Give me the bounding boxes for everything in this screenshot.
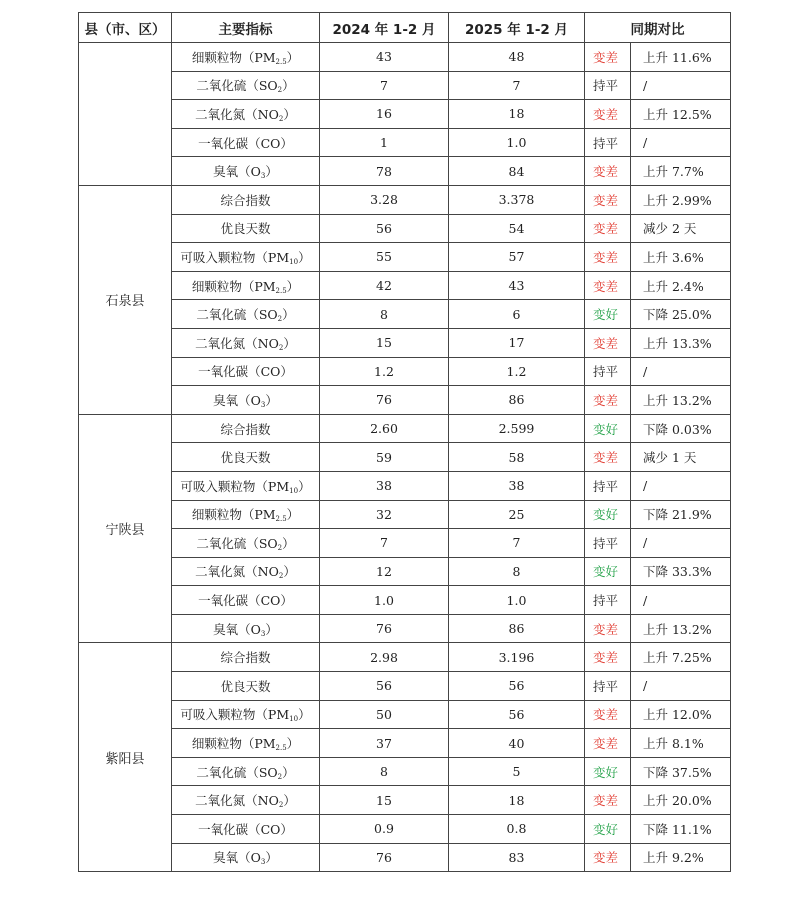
value-2024-cell: 76 <box>320 386 449 415</box>
indicator-name: 二氧化氮（NO <box>195 793 279 809</box>
value-2024-cell: 50 <box>320 700 449 729</box>
comparison-status-cell: 持平 <box>585 471 631 500</box>
table-row <box>79 328 731 357</box>
table-row <box>79 500 731 529</box>
value-2025-cell: 3.196 <box>449 643 585 672</box>
table-row <box>79 700 731 729</box>
change-cell: 上升 7.25% <box>631 643 731 672</box>
value-2024-cell: 42 <box>320 271 449 300</box>
value-2024-cell: 55 <box>320 243 449 272</box>
indicator-suffix: ） <box>282 78 295 94</box>
indicator-cell <box>172 300 320 329</box>
value-2025-cell: 17 <box>449 328 585 357</box>
indicator-name: 臭氧（O <box>213 164 261 180</box>
value-2025-cell: 40 <box>449 729 585 758</box>
change-cell: / <box>631 672 731 701</box>
indicator-subscript: 2.5 <box>275 57 287 66</box>
value-2024-cell: 3.28 <box>320 185 449 214</box>
value-2025-cell: 2.599 <box>449 414 585 443</box>
table-row <box>79 100 731 129</box>
indicator-name: 综合指数 <box>220 650 271 666</box>
value-2024-cell: 32 <box>320 500 449 529</box>
indicator-subscript: 2 <box>278 114 284 123</box>
header-indicator: 主要指标 <box>172 13 320 43</box>
value-2024-cell: 8 <box>320 757 449 786</box>
change-cell: 上升 20.0% <box>631 786 731 815</box>
comparison-status-cell: 变差 <box>585 729 631 758</box>
change-cell: 上升 12.5% <box>631 100 731 129</box>
value-2025-cell: 48 <box>449 43 585 72</box>
value-2024-cell: 1.0 <box>320 586 449 615</box>
indicator-subscript: 3 <box>260 172 266 181</box>
comparison-status-cell: 变差 <box>585 157 631 186</box>
table-row <box>79 643 731 672</box>
indicator-subscript: 3 <box>260 629 266 638</box>
indicator-cell <box>172 214 320 243</box>
indicator-name: 可吸入颗粒物（PM <box>180 707 290 723</box>
comparison-status-cell: 持平 <box>585 357 631 386</box>
indicator-subscript: 2 <box>277 86 283 95</box>
value-2025-cell: 18 <box>449 786 585 815</box>
change-cell: 上升 7.7% <box>631 157 731 186</box>
indicator-cell <box>172 471 320 500</box>
county-cell: 紫阳县 <box>79 643 172 872</box>
indicator-suffix: ） <box>286 507 300 523</box>
indicator-cell <box>172 672 320 701</box>
value-2024-cell: 1 <box>320 128 449 157</box>
indicator-name: 一氧化碳（CO） <box>198 135 293 151</box>
comparison-status-cell: 变差 <box>585 443 631 472</box>
comparison-status-cell: 变好 <box>585 757 631 786</box>
indicator-name: 二氧化硫（SO <box>196 307 278 323</box>
indicator-suffix: ） <box>265 621 278 637</box>
comparison-status-cell: 持平 <box>585 586 631 615</box>
change-cell: 下降 11.1% <box>631 815 731 844</box>
indicator-name: 一氧化碳（CO） <box>198 821 293 837</box>
change-cell: 上升 8.1% <box>631 729 731 758</box>
change-cell: 下降 37.5% <box>631 757 731 786</box>
change-cell: 减少 1 天 <box>631 443 731 472</box>
header-comparison: 同期对比 <box>585 13 731 43</box>
header-2025: 2025 年 1-2 月 <box>449 13 585 43</box>
indicator-name: 综合指数 <box>220 421 271 437</box>
indicator-subscript: 10 <box>289 715 299 724</box>
change-cell: 上升 11.6% <box>631 43 731 72</box>
indicator-name: 细颗粒物（PM <box>191 736 276 752</box>
comparison-status-cell: 变差 <box>585 328 631 357</box>
indicator-suffix: ） <box>286 736 300 752</box>
comparison-status-cell: 变好 <box>585 557 631 586</box>
indicator-subscript: 3 <box>260 400 266 409</box>
table-row <box>79 614 731 643</box>
value-2024-cell: 59 <box>320 443 449 472</box>
table-row <box>79 214 731 243</box>
indicator-cell <box>172 614 320 643</box>
value-2025-cell: 3.378 <box>449 185 585 214</box>
value-2025-cell: 54 <box>449 214 585 243</box>
indicator-cell <box>172 815 320 844</box>
indicator-name: 二氧化硫（SO <box>196 78 278 94</box>
comparison-status-cell: 变差 <box>585 100 631 129</box>
indicator-suffix: ） <box>283 564 296 580</box>
table-row <box>79 815 731 844</box>
indicator-cell <box>172 43 320 72</box>
table-row <box>79 786 731 815</box>
change-cell: 上升 13.2% <box>631 386 731 415</box>
change-cell: / <box>631 471 731 500</box>
value-2025-cell: 84 <box>449 157 585 186</box>
change-cell: / <box>631 71 731 100</box>
value-2025-cell: 86 <box>449 614 585 643</box>
indicator-subscript: 10 <box>289 257 299 266</box>
indicator-name: 臭氧（O <box>213 392 261 408</box>
header-2024: 2024 年 1-2 月 <box>320 13 449 43</box>
indicator-cell <box>172 328 320 357</box>
comparison-status-cell: 变好 <box>585 414 631 443</box>
comparison-status-cell: 变差 <box>585 214 631 243</box>
indicator-suffix: ） <box>283 793 296 809</box>
table-row <box>79 271 731 300</box>
indicator-cell <box>172 243 320 272</box>
indicator-cell <box>172 786 320 815</box>
indicator-cell <box>172 557 320 586</box>
indicator-name: 优良天数 <box>220 221 271 237</box>
indicator-cell <box>172 386 320 415</box>
indicator-cell <box>172 357 320 386</box>
header-row <box>79 13 731 43</box>
value-2025-cell: 8 <box>449 557 585 586</box>
indicator-suffix: ） <box>298 478 311 494</box>
indicator-cell <box>172 529 320 558</box>
value-2024-cell: 15 <box>320 328 449 357</box>
indicator-cell <box>172 729 320 758</box>
indicator-cell <box>172 100 320 129</box>
indicator-name: 优良天数 <box>220 450 271 466</box>
value-2024-cell: 0.9 <box>320 815 449 844</box>
comparison-status-cell: 变差 <box>585 700 631 729</box>
value-2024-cell: 7 <box>320 529 449 558</box>
table-row <box>79 672 731 701</box>
header-county: 县（市、区） <box>79 13 172 43</box>
indicator-cell <box>172 500 320 529</box>
table-row <box>79 443 731 472</box>
table-row <box>79 557 731 586</box>
indicator-suffix: ） <box>282 535 295 551</box>
indicator-subscript: 2.5 <box>275 286 287 295</box>
value-2025-cell: 38 <box>449 471 585 500</box>
indicator-name: 一氧化碳（CO） <box>198 364 293 380</box>
value-2024-cell: 38 <box>320 471 449 500</box>
indicator-subscript: 2.5 <box>275 515 287 524</box>
value-2025-cell: 58 <box>449 443 585 472</box>
indicator-name: 可吸入颗粒物（PM <box>180 478 290 494</box>
change-cell: 上升 13.3% <box>631 328 731 357</box>
comparison-status-cell: 持平 <box>585 672 631 701</box>
county-cell <box>79 43 172 186</box>
comparison-status-cell: 变差 <box>585 786 631 815</box>
indicator-subscript: 2 <box>277 315 283 324</box>
indicator-subscript: 2 <box>278 572 284 581</box>
value-2024-cell: 16 <box>320 100 449 129</box>
change-cell: 上升 9.2% <box>631 843 731 872</box>
table-row <box>79 386 731 415</box>
table-row <box>79 529 731 558</box>
value-2025-cell: 1.0 <box>449 128 585 157</box>
value-2024-cell: 56 <box>320 672 449 701</box>
indicator-name: 细颗粒物（PM <box>191 278 276 294</box>
comparison-status-cell: 变差 <box>585 614 631 643</box>
indicator-cell <box>172 643 320 672</box>
value-2025-cell: 56 <box>449 672 585 701</box>
value-2024-cell: 1.2 <box>320 357 449 386</box>
value-2024-cell: 15 <box>320 786 449 815</box>
table-row <box>79 757 731 786</box>
indicator-cell <box>172 271 320 300</box>
comparison-status-cell: 变差 <box>585 185 631 214</box>
comparison-status-cell: 变差 <box>585 271 631 300</box>
indicator-cell <box>172 700 320 729</box>
indicator-suffix: ） <box>282 307 295 323</box>
table-body <box>79 43 731 872</box>
table-row <box>79 185 731 214</box>
change-cell: 下降 21.9% <box>631 500 731 529</box>
table-row <box>79 414 731 443</box>
air-quality-table <box>78 12 731 872</box>
indicator-suffix: ） <box>283 335 296 351</box>
value-2024-cell: 43 <box>320 43 449 72</box>
value-2025-cell: 0.8 <box>449 815 585 844</box>
indicator-name: 综合指数 <box>220 192 271 208</box>
indicator-subscript: 2 <box>278 343 284 352</box>
table-row <box>79 43 731 72</box>
comparison-status-cell: 持平 <box>585 71 631 100</box>
change-cell: / <box>631 586 731 615</box>
comparison-status-cell: 持平 <box>585 529 631 558</box>
value-2025-cell: 43 <box>449 271 585 300</box>
indicator-cell <box>172 443 320 472</box>
change-cell: / <box>631 529 731 558</box>
value-2025-cell: 56 <box>449 700 585 729</box>
indicator-suffix: ） <box>286 278 300 294</box>
comparison-status-cell: 变好 <box>585 500 631 529</box>
value-2025-cell: 7 <box>449 71 585 100</box>
value-2024-cell: 12 <box>320 557 449 586</box>
indicator-subscript: 2.5 <box>275 744 287 753</box>
table-row <box>79 128 731 157</box>
value-2024-cell: 76 <box>320 614 449 643</box>
comparison-status-cell: 持平 <box>585 128 631 157</box>
indicator-cell <box>172 586 320 615</box>
value-2025-cell: 1.2 <box>449 357 585 386</box>
value-2024-cell: 56 <box>320 214 449 243</box>
value-2025-cell: 83 <box>449 843 585 872</box>
indicator-suffix: ） <box>298 707 311 723</box>
change-cell: 上升 2.99% <box>631 185 731 214</box>
change-cell: 上升 2.4% <box>631 271 731 300</box>
indicator-cell <box>172 128 320 157</box>
indicator-suffix: ） <box>286 49 300 65</box>
table-row <box>79 729 731 758</box>
comparison-status-cell: 变差 <box>585 643 631 672</box>
county-cell: 石泉县 <box>79 185 172 414</box>
indicator-name: 一氧化碳（CO） <box>198 593 293 609</box>
value-2025-cell: 1.0 <box>449 586 585 615</box>
table-row <box>79 586 731 615</box>
value-2024-cell: 2.98 <box>320 643 449 672</box>
comparison-status-cell: 变差 <box>585 243 631 272</box>
indicator-subscript: 2 <box>277 543 283 552</box>
change-cell: 减少 2 天 <box>631 214 731 243</box>
indicator-name: 臭氧（O <box>213 621 261 637</box>
table-row <box>79 357 731 386</box>
value-2025-cell: 7 <box>449 529 585 558</box>
change-cell: 下降 33.3% <box>631 557 731 586</box>
indicator-name: 二氧化硫（SO <box>196 535 278 551</box>
county-cell: 宁陕县 <box>79 414 172 643</box>
change-cell: / <box>631 128 731 157</box>
indicator-name: 二氧化硫（SO <box>196 764 278 780</box>
change-cell: 上升 3.6% <box>631 243 731 272</box>
comparison-status-cell: 变好 <box>585 815 631 844</box>
comparison-status-cell: 变差 <box>585 43 631 72</box>
value-2025-cell: 57 <box>449 243 585 272</box>
value-2024-cell: 76 <box>320 843 449 872</box>
change-cell: 下降 0.03% <box>631 414 731 443</box>
indicator-cell <box>172 185 320 214</box>
comparison-status-cell: 变差 <box>585 843 631 872</box>
comparison-status-cell: 变好 <box>585 300 631 329</box>
value-2024-cell: 78 <box>320 157 449 186</box>
indicator-name: 二氧化氮（NO <box>195 106 279 122</box>
change-cell: 上升 12.0% <box>631 700 731 729</box>
indicator-suffix: ） <box>283 106 296 122</box>
indicator-name: 优良天数 <box>220 678 271 694</box>
table-row <box>79 843 731 872</box>
indicator-subscript: 3 <box>260 858 266 867</box>
value-2025-cell: 25 <box>449 500 585 529</box>
comparison-status-cell: 变差 <box>585 386 631 415</box>
indicator-cell <box>172 71 320 100</box>
indicator-cell <box>172 157 320 186</box>
change-cell: 上升 13.2% <box>631 614 731 643</box>
indicator-subscript: 2 <box>278 801 284 810</box>
indicator-suffix: ） <box>282 764 295 780</box>
indicator-name: 臭氧（O <box>213 850 261 866</box>
table-row <box>79 157 731 186</box>
value-2025-cell: 5 <box>449 757 585 786</box>
table-row <box>79 300 731 329</box>
indicator-cell <box>172 414 320 443</box>
value-2025-cell: 6 <box>449 300 585 329</box>
indicator-name: 细颗粒物（PM <box>191 507 276 523</box>
value-2025-cell: 86 <box>449 386 585 415</box>
change-cell: 下降 25.0% <box>631 300 731 329</box>
value-2024-cell: 2.60 <box>320 414 449 443</box>
indicator-cell <box>172 757 320 786</box>
indicator-suffix: ） <box>265 850 278 866</box>
indicator-suffix: ） <box>265 392 278 408</box>
value-2025-cell: 18 <box>449 100 585 129</box>
table-row <box>79 471 731 500</box>
indicator-name: 细颗粒物（PM <box>191 49 276 65</box>
table-row <box>79 243 731 272</box>
change-cell: / <box>631 357 731 386</box>
value-2024-cell: 7 <box>320 71 449 100</box>
value-2024-cell: 8 <box>320 300 449 329</box>
indicator-name: 二氧化氮（NO <box>195 335 279 351</box>
value-2024-cell: 37 <box>320 729 449 758</box>
indicator-subscript: 2 <box>277 772 283 781</box>
indicator-name: 可吸入颗粒物（PM <box>180 249 290 265</box>
indicator-cell <box>172 843 320 872</box>
indicator-suffix: ） <box>265 164 278 180</box>
table-row <box>79 71 731 100</box>
indicator-suffix: ） <box>298 249 311 265</box>
indicator-name: 二氧化氮（NO <box>195 564 279 580</box>
indicator-subscript: 10 <box>289 486 299 495</box>
